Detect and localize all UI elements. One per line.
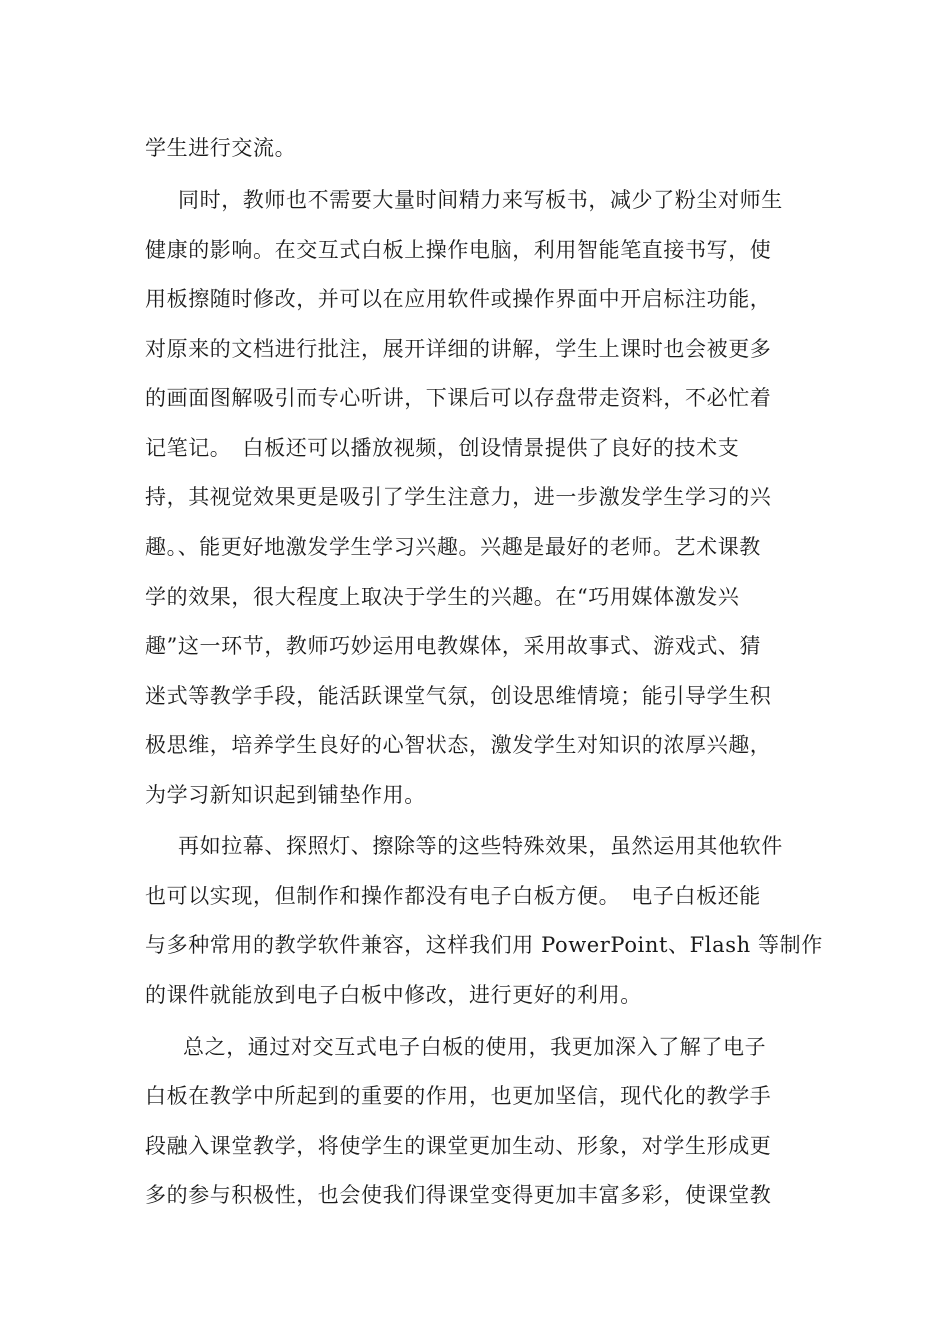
text-line: 学的效果，很大程度上取决于学生的兴趣。在“巧用媒体激发兴 — [145, 585, 740, 609]
text-line: 多的参与积极性，也会使我们得课堂变得更加丰富多彩，使课堂教 — [145, 1183, 772, 1207]
text-line: 健康的影响。在交互式白板上操作电脑，利用智能笔直接书写，使 — [145, 238, 772, 262]
text-line: 持，其视觉效果更是吸引了学生注意力，进一步激发学生学习的兴 — [145, 485, 772, 509]
text-line: 的课件就能放到电子白板中修改，进行更好的利用。 — [145, 983, 642, 1007]
text-line: 用板擦随时修改，并可以在应用软件或操作界面中开启标注功能， — [145, 287, 772, 311]
text-line: 与多种常用的教学软件兼容，这样我们用 PowerPoint、Flash 等制作 — [145, 933, 823, 957]
text-line: 段融入课堂教学，将使学生的课堂更加生动、形象，对学生形成更 — [145, 1134, 772, 1158]
text-line: 记笔记。 白板还可以播放视频，创设情景提供了良好的技术支 — [145, 436, 740, 460]
paragraph-start-line: 同时，教师也不需要大量时间精力来写板书，减少了粉尘对师生 — [178, 188, 783, 212]
text-line: 学生进行交流。 — [145, 136, 297, 160]
text-line: 趣。、能更好地激发学生学习兴趣。兴趣是最好的老师。艺术课教 — [145, 535, 761, 559]
paragraph-start-line: 总之，通过对交互式电子白板的使用，我更加深入了解了电子 — [183, 1035, 767, 1059]
text-line: 为学习新知识起到铺垫作用。 — [145, 783, 426, 807]
text-line: 也可以实现，但制作和操作都没有电子白板方便。 电子白板还能 — [145, 884, 761, 908]
text-line: 迷式等教学手段，能活跃课堂气氛，创设思维情境；能引导学生积 — [145, 684, 772, 708]
text-line: 极思维，培养学生良好的心智状态，激发学生对知识的浓厚兴趣， — [145, 733, 772, 757]
text-line: 的画面图解吸引而专心听讲，下课后可以存盘带走资料，不必忙着 — [145, 386, 772, 410]
text-line: 白板在教学中所起到的重要的作用，也更加坚信，现代化的教学手 — [145, 1084, 772, 1108]
text-line: 对原来的文档进行批注，展开详细的讲解，学生上课时也会被更多 — [145, 337, 772, 361]
paragraph-start-line: 再如拉幕、探照灯、擦除等的这些特殊效果，虽然运用其他软件 — [178, 834, 783, 858]
text-line: 趣”这一环节，教师巧妙运用电教媒体，采用故事式、游戏式、猜 — [145, 634, 762, 658]
